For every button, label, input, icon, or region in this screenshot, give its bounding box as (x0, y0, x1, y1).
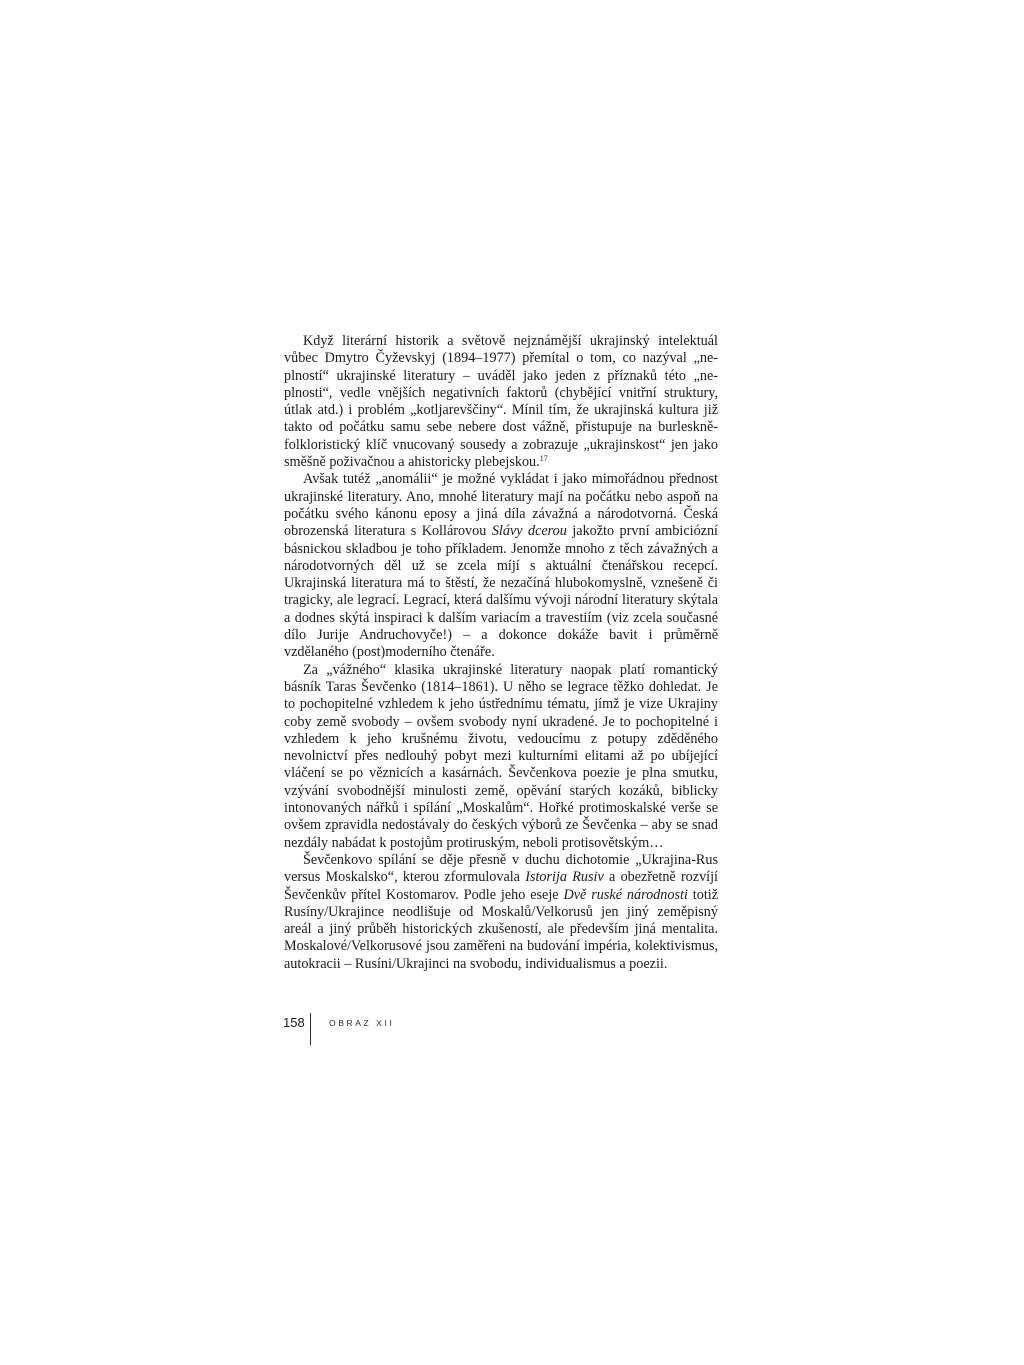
body-text (284, 333, 718, 973)
paragraph (284, 333, 718, 471)
footer-divider (310, 1013, 311, 1045)
paragraph-text: Když literární historik a světově nejznámější ukrajinský intelektuál vůbec Dmytro Čyževskyj (1894–1977) přemítal o tom, co nazýval „neplností“ ukrajinské literatury – uváděl jako jeden z příznaků této „neplnosti“, vedle vnějších negativních faktorů (chybějící vnitřní struktury, útlak atd.) i problém „kotljarevščiny“. Mínil tím, že ukrajinská kultura již takto od počátku samu sebe nebere dost vážně, přistupuje na burleskně-folkloristický klíč vnucovaný sousedy a zobrazuje „ukrajinskost“ jen jako směšně poživačnou a ahistoricky plebejskou. (284, 333, 718, 471)
paragraph-text: jakožto první ambiciózní básnickou skladbou je toho příkladem. Jenomže mnoho z těch závažných a národotvorných děl už se zcela míjí s aktuální čtenářskou recepcí. Ukrajinská literatura má to štěstí, že nezačíná hlubokomyslně, vznešeně či tragicky, ale legrací. Legrací, která dalšímu vývoji národní literatury skýtala a dodnes skýtá inspiraci k dalším variacím a travestiím (viz zcela současné dílo Jurije Andruchovyče!) – a dokonce dokáže bavit i průměrně vzdělaného (post)moderního čtenáře. (284, 523, 719, 661)
chapter-label: OBRAZ XII (329, 1018, 395, 1028)
paragraph-text: Za „vážného“ klasika ukrajinské literatury naopak platí romantický básník Taras Ševčenko (1814–1861). U něho se legrace těžko dohledat. Je to pochopitelné vzhledem k jeho ústřednímu tématu, jímž je vize Ukrajiny coby země svobody – ovšem svobody nyní ukradené. Je to pochopitelné i vzhledem k jeho krušnému životu, vedoucímu z potupy zděděného nevolnictví přes nedlouhý pobyt mezi kulturními elitami až po ubíjející vláčení se po věznicích a kasárnách. Ševčenkova poezie je plna smutku, vzývání svobodnější minulosti země, opěvání starých kozáků, biblicky intonovaných nářků i spílání „Moskalům“. Hořké protimoskalské verše se ovšem zpravidla nedostávaly do českých výborů ze Ševčenka – aby se snad nezdály nabádat k postojům protiruským, neboli protisovětským… (284, 661, 718, 851)
work-title: Slávy dcerou (491, 523, 567, 540)
work-title: Dvě ruské národnosti (563, 886, 688, 903)
paragraph-text: Ševčenkovo spílání se děje přesně v duchu dichotomie „Ukrajina-Rus versus Moskalsko“, kterou zformulovala (284, 851, 718, 886)
paragraph-text: Avšak tutéž „anomálii“ je možné vykládat i jako mimořádnou přednost ukrajinské literatury. Ano, mnohé literatury mají na počátku nebo aspoň na počátku svého kánonu eposy a jiná díla závažná a národotvorná. Česká obrozenská literatura s Kollárovou (284, 471, 718, 540)
paragraph (284, 662, 718, 852)
page-number: 158 (283, 1015, 305, 1030)
work-title: Istorija Rusiv (525, 869, 604, 886)
footnote-reference: 17 (539, 454, 548, 464)
paragraph (284, 471, 718, 661)
paragraph-text: a obezřetně rozvíjí Ševčenkův přítel Kostomarov. Podle jeho eseje (284, 869, 718, 903)
paragraph-text: totiž Rusíny/Ukrajince neodlišuje od Moskalů/Velkorusů jen jiný zeměpisný areál a jiný průběh historických zkušeností, ale především jiná mentalita. Moskalové/Velkorusové jsou zaměřeni na budování impéria, kolektivismus, autokracii – Rusíni/Ukrajinci na svobodu, individualismus a poezii. (284, 886, 718, 972)
paragraph (284, 852, 718, 973)
